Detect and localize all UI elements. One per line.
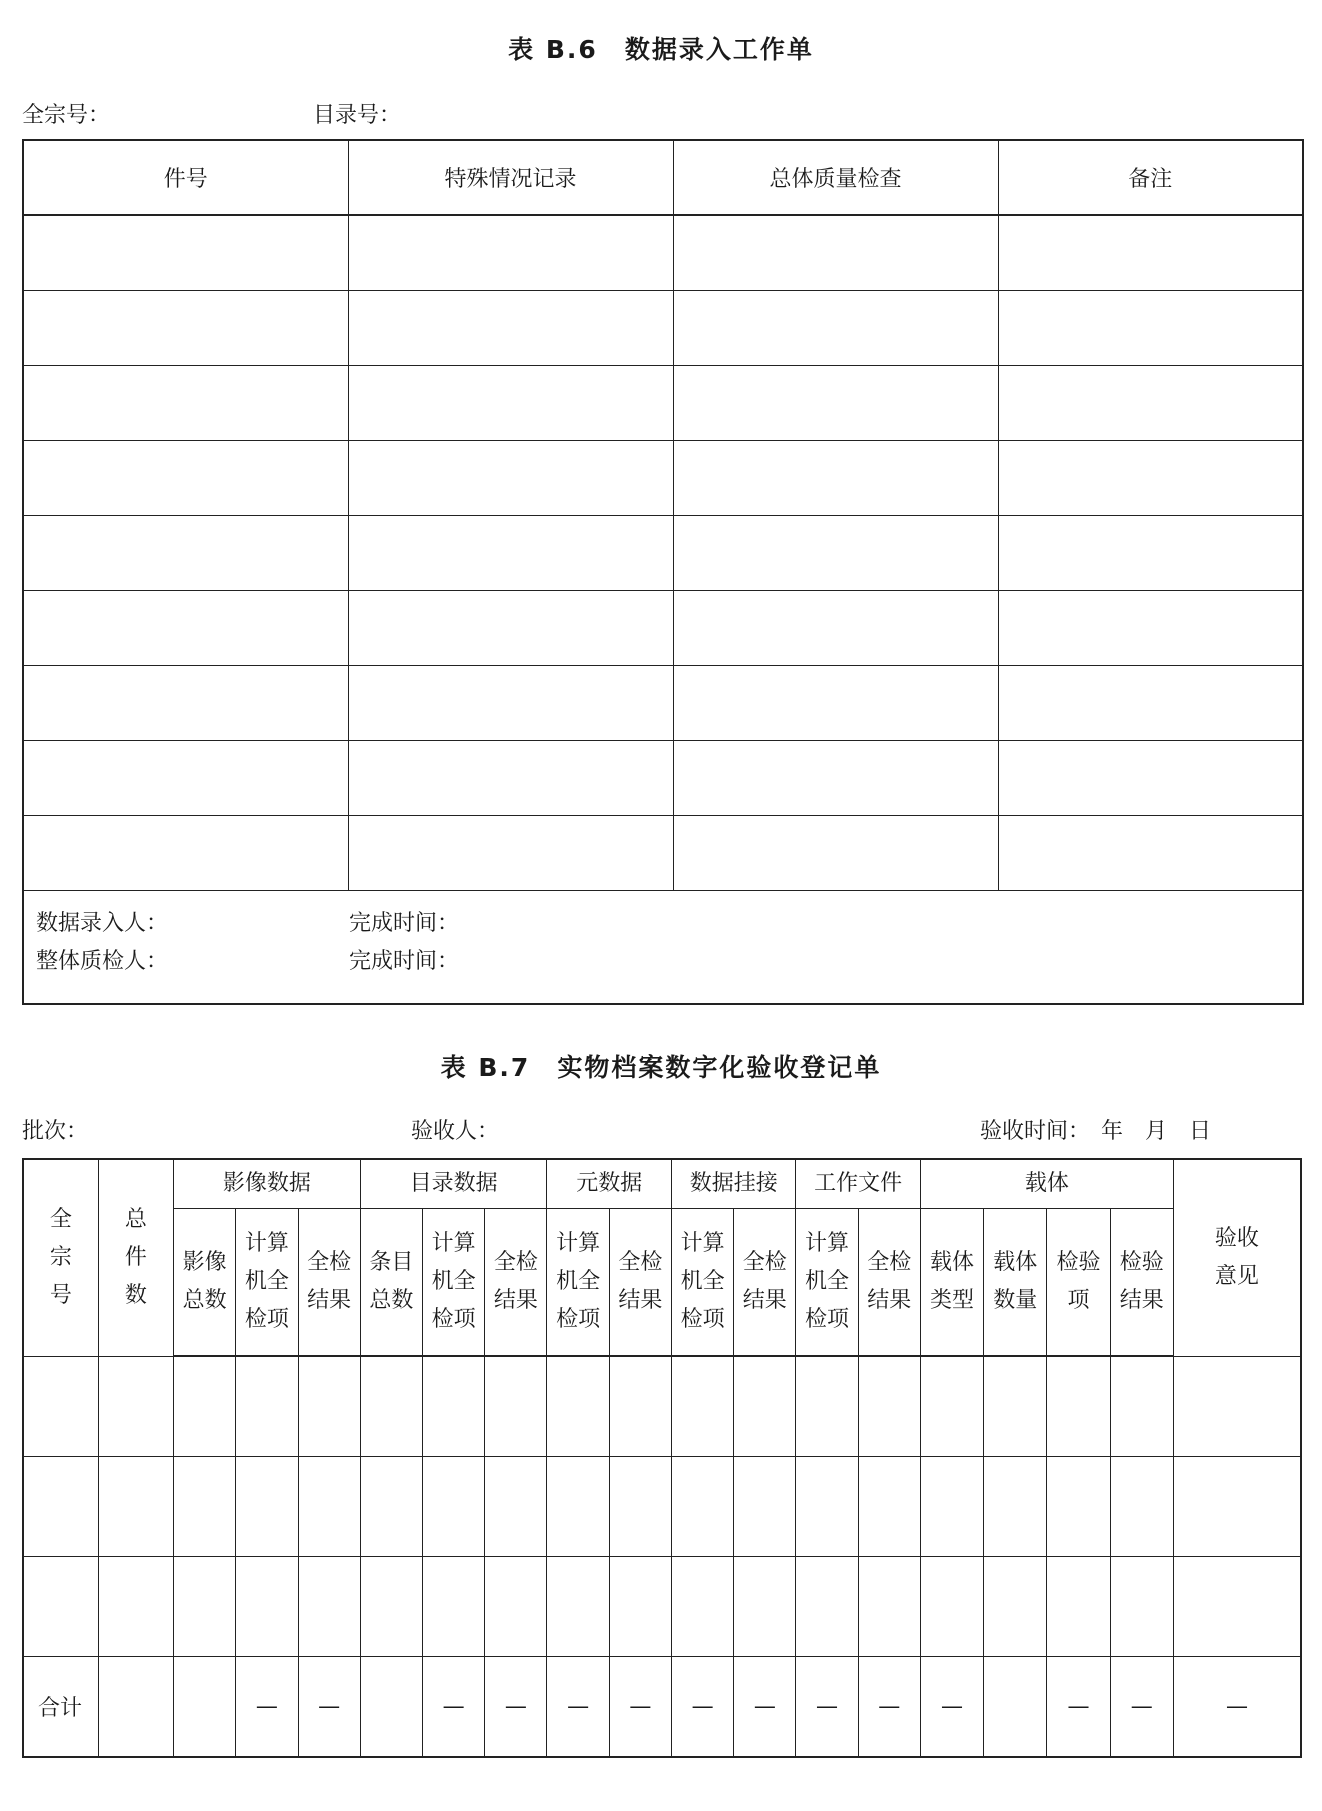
table-cell[interactable] [298, 1457, 360, 1557]
table-cell[interactable] [348, 516, 673, 591]
entry-time-label: 完成时间： [349, 911, 460, 936]
total-cell[interactable]: — [609, 1657, 671, 1758]
table-cell[interactable] [609, 1457, 671, 1557]
table-cell[interactable] [485, 1557, 547, 1657]
table-cell[interactable] [348, 441, 673, 516]
total-cell[interactable]: — [423, 1657, 485, 1758]
sub-header-5-2: 检验 项 [1047, 1209, 1110, 1357]
table-cell[interactable] [920, 1356, 983, 1457]
table-cell[interactable] [423, 1356, 485, 1457]
sub-header-0-0: 影像 总数 [174, 1209, 236, 1357]
table-cell[interactable] [998, 366, 1303, 441]
table-row [23, 366, 1303, 441]
sub-header-1-0: 条目 总数 [360, 1209, 422, 1357]
batch-label: 批次： [22, 1119, 89, 1144]
total-cell[interactable] [98, 1657, 173, 1758]
total-cell[interactable]: — [920, 1657, 983, 1758]
table-cell[interactable] [1047, 1457, 1110, 1557]
table-cell[interactable] [998, 215, 1303, 291]
table-row [23, 441, 1303, 516]
table-cell[interactable] [734, 1557, 796, 1657]
table-cell[interactable] [671, 1356, 733, 1457]
sub-header-4-0: 计算 机全 检项 [796, 1209, 858, 1357]
table-cell[interactable] [1047, 1557, 1110, 1657]
table-cell[interactable] [671, 1457, 733, 1557]
table-cell[interactable] [1110, 1557, 1173, 1657]
table-cell[interactable] [734, 1356, 796, 1457]
group-header-3: 数据挂接 [671, 1159, 795, 1209]
sub-header-5-0: 载体 类型 [920, 1209, 983, 1357]
table-cell[interactable] [984, 1457, 1047, 1557]
table-cell[interactable] [998, 666, 1303, 741]
table-cell[interactable] [984, 1557, 1047, 1657]
sub-header-0-2: 全检 结果 [298, 1209, 360, 1357]
group-header-0: 影像数据 [174, 1159, 361, 1209]
table-cell[interactable] [673, 516, 998, 591]
total-cell[interactable]: — [1110, 1657, 1173, 1758]
table-cell[interactable] [1173, 1356, 1301, 1457]
table-row [23, 1557, 1301, 1657]
sub-header-2-1: 全检 结果 [609, 1209, 671, 1357]
table-row [23, 816, 1303, 891]
total-cell[interactable] [984, 1657, 1047, 1758]
table-cell[interactable] [609, 1557, 671, 1657]
header-quality-check: 总体质量检查 [673, 140, 998, 215]
total-cell[interactable]: — [236, 1657, 298, 1758]
table-cell[interactable] [23, 215, 348, 291]
table-cell[interactable] [348, 291, 673, 366]
table-cell[interactable] [998, 516, 1303, 591]
table-row [23, 666, 1303, 741]
table-cell[interactable] [673, 666, 998, 741]
table-cell[interactable] [236, 1557, 298, 1657]
table-cell[interactable] [796, 1356, 858, 1457]
table-cell[interactable] [23, 741, 348, 816]
table-cell[interactable] [298, 1356, 360, 1457]
table-cell[interactable] [98, 1356, 173, 1457]
table-b7-title: 表 B.7 实物档案数字化验收登记单 [440, 1053, 882, 1082]
table-row [23, 1457, 1301, 1557]
header-item-number: 件号 [23, 140, 348, 215]
header-fonds-number: 全 宗 号 [23, 1159, 98, 1356]
table-cell[interactable] [796, 1457, 858, 1557]
total-cell[interactable] [360, 1657, 422, 1758]
table-cell[interactable] [673, 441, 998, 516]
table-cell[interactable] [348, 816, 673, 891]
group-header-2: 元数据 [547, 1159, 671, 1209]
table-cell[interactable] [1110, 1457, 1173, 1557]
table-cell[interactable] [23, 291, 348, 366]
table-cell[interactable] [673, 816, 998, 891]
acceptor-label: 验收人： [411, 1119, 500, 1144]
table-cell[interactable] [485, 1356, 547, 1457]
check-person-label: 整体质检人： [36, 949, 169, 974]
table-row [23, 1356, 1301, 1457]
table-cell[interactable] [485, 1457, 547, 1557]
table-cell[interactable] [547, 1356, 609, 1457]
table-cell[interactable] [1173, 1557, 1301, 1657]
group-header-5: 载体 [920, 1159, 1173, 1209]
table-cell[interactable] [98, 1557, 173, 1657]
table-cell[interactable] [348, 366, 673, 441]
table-cell[interactable] [547, 1457, 609, 1557]
table-cell[interactable] [984, 1356, 1047, 1457]
sub-header-3-1: 全检 结果 [734, 1209, 796, 1357]
group-header-4: 工作文件 [796, 1159, 920, 1209]
table-cell[interactable] [796, 1557, 858, 1657]
table-cell[interactable] [673, 591, 998, 666]
check-time-label: 完成时间： [349, 949, 460, 974]
table-cell[interactable] [423, 1557, 485, 1657]
table-cell[interactable] [423, 1457, 485, 1557]
table-cell[interactable] [348, 215, 673, 291]
total-cell[interactable]: — [796, 1657, 858, 1758]
fonds-number-label: 全宗号： [22, 103, 111, 128]
total-cell[interactable]: — [734, 1657, 796, 1758]
table-cell[interactable] [23, 1356, 98, 1457]
total-row [23, 1657, 1301, 1758]
total-cell[interactable]: — [858, 1657, 920, 1758]
header-acceptance-opinion: 验收 意见 [1173, 1159, 1301, 1356]
table-cell[interactable] [1047, 1356, 1110, 1457]
sub-header-5-3: 检验 结果 [1110, 1209, 1173, 1357]
total-cell[interactable]: — [1047, 1657, 1110, 1758]
table-cell[interactable] [1110, 1356, 1173, 1457]
header-total-items: 总 件 数 [98, 1159, 173, 1356]
table-cell[interactable] [236, 1457, 298, 1557]
table-cell[interactable] [673, 366, 998, 441]
table-cell[interactable] [920, 1557, 983, 1657]
table-cell[interactable] [23, 666, 348, 741]
table-row [23, 291, 1303, 366]
table-cell[interactable] [858, 1356, 920, 1457]
table-cell[interactable] [348, 741, 673, 816]
table-row [23, 215, 1303, 291]
group-header-1: 目录数据 [360, 1159, 547, 1209]
table-cell[interactable] [673, 215, 998, 291]
table-cell[interactable] [348, 666, 673, 741]
table-row [23, 516, 1303, 591]
table-cell[interactable] [998, 591, 1303, 666]
sub-header-2-0: 计算 机全 检项 [547, 1209, 609, 1357]
data-entry-worksheet-table [22, 139, 1304, 1005]
table-cell[interactable] [360, 1557, 422, 1657]
table-cell[interactable] [174, 1557, 236, 1657]
total-label: 合计 [23, 1657, 98, 1758]
table-cell[interactable] [858, 1457, 920, 1557]
table-cell[interactable] [858, 1557, 920, 1657]
header-remarks: 备注 [998, 140, 1303, 215]
table-cell[interactable] [174, 1356, 236, 1457]
table-row [23, 741, 1303, 816]
sub-header-4-1: 全检 结果 [858, 1209, 920, 1357]
total-cell[interactable]: — [298, 1657, 360, 1758]
sub-header-1-1: 计算 机全 检项 [423, 1209, 485, 1357]
entry-person-label: 数据录入人： [36, 911, 169, 936]
table-cell[interactable] [998, 441, 1303, 516]
table-cell[interactable] [348, 591, 673, 666]
header-special-record: 特殊情况记录 [348, 140, 673, 215]
sub-header-5-1: 载体 数量 [984, 1209, 1047, 1357]
total-cell[interactable]: — [1173, 1657, 1301, 1758]
acceptance-time-label: 验收时间： 年 月 日 [980, 1119, 1212, 1144]
table-cell[interactable] [23, 516, 348, 591]
total-cell[interactable]: — [547, 1657, 609, 1758]
table-cell[interactable] [23, 591, 348, 666]
table-cell[interactable] [609, 1356, 671, 1457]
table-cell[interactable] [98, 1457, 173, 1557]
total-cell[interactable]: — [485, 1657, 547, 1758]
table-cell[interactable] [174, 1457, 236, 1557]
table-cell[interactable] [23, 1557, 98, 1657]
table-cell[interactable] [23, 816, 348, 891]
table-cell[interactable] [734, 1457, 796, 1557]
table-cell[interactable] [998, 741, 1303, 816]
table-cell[interactable] [547, 1557, 609, 1657]
table-cell[interactable] [671, 1557, 733, 1657]
sub-header-0-1: 计算 机全 检项 [236, 1209, 298, 1357]
sub-header-3-0: 计算 机全 检项 [671, 1209, 733, 1357]
table-cell[interactable] [673, 741, 998, 816]
total-cell[interactable]: — [671, 1657, 733, 1758]
sub-header-1-2: 全检 结果 [485, 1209, 547, 1357]
total-cell[interactable] [174, 1657, 236, 1758]
signature-footer [23, 891, 1303, 1005]
acceptance-registration-table [22, 1158, 1302, 1758]
table-cell[interactable] [23, 441, 348, 516]
table-cell[interactable] [298, 1557, 360, 1657]
table-cell[interactable] [1173, 1457, 1301, 1557]
table-cell[interactable] [920, 1457, 983, 1557]
table-cell[interactable] [360, 1457, 422, 1557]
table-cell[interactable] [673, 291, 998, 366]
table-b6-title: 表 B.6 数据录入工作单 [508, 35, 814, 64]
table-cell[interactable] [236, 1356, 298, 1457]
catalog-number-label: 目录号： [313, 103, 402, 128]
table-cell[interactable] [998, 816, 1303, 891]
table-cell[interactable] [23, 366, 348, 441]
table-cell[interactable] [360, 1356, 422, 1457]
table-cell[interactable] [998, 291, 1303, 366]
table-cell[interactable] [23, 1457, 98, 1557]
table-row [23, 591, 1303, 666]
